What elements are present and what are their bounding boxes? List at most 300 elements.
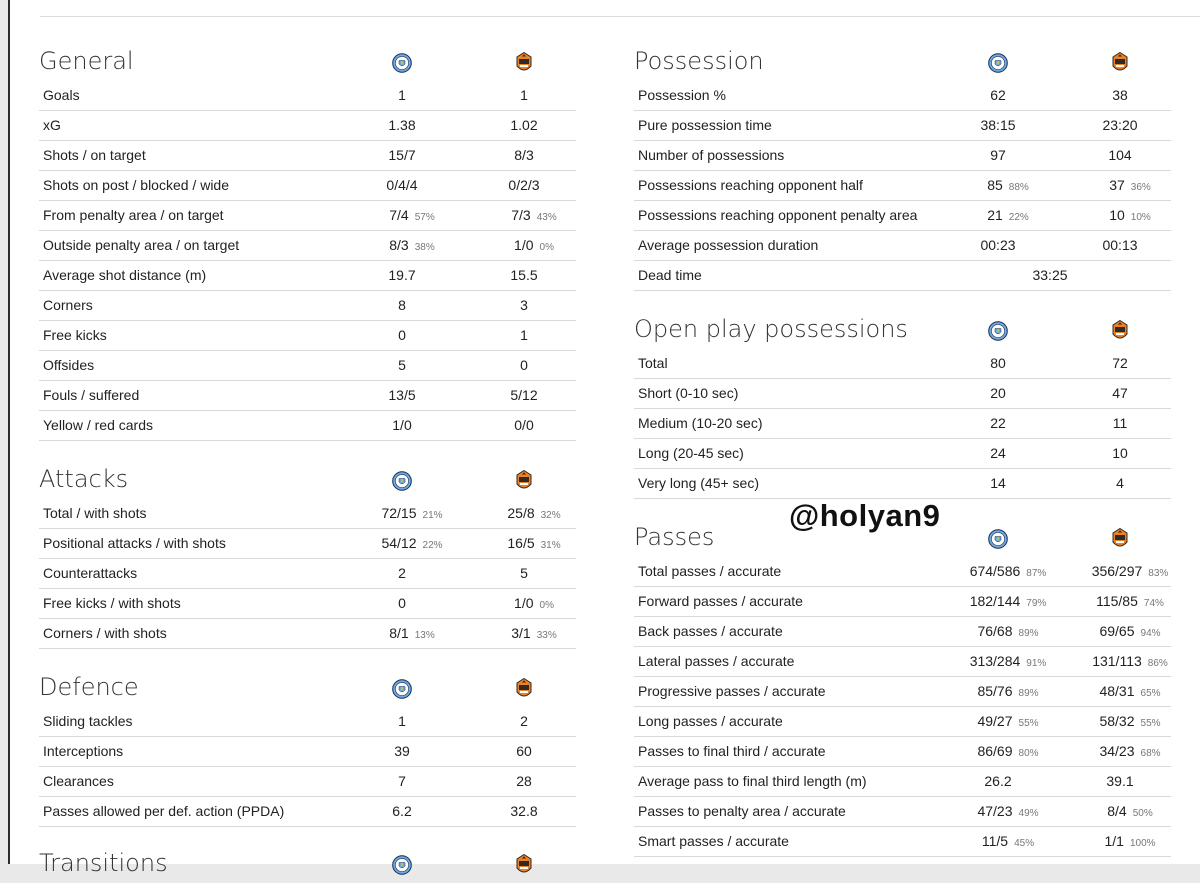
team-b-value-text: 72 <box>1112 355 1128 371</box>
row-label: Shots on post / blocked / wide <box>43 177 229 193</box>
team-b-value <box>520 321 528 350</box>
stat-row <box>39 499 576 529</box>
row-label: Possessions reaching opponent penalty area <box>638 207 918 223</box>
team-a-value-text: 1 <box>398 713 406 729</box>
man-city-logo-icon <box>988 528 1008 550</box>
stat-row <box>39 231 576 261</box>
team-a-value-text: 19.7 <box>388 267 416 283</box>
team-b-value-text: 0/0 <box>514 417 534 433</box>
team-b-value <box>520 559 528 588</box>
row-label: Possession % <box>638 87 726 103</box>
team-a-value-text: 72/15 <box>381 505 417 521</box>
stat-row <box>634 677 1171 707</box>
row-label: Dead time <box>638 267 702 283</box>
team-b-value <box>516 737 532 766</box>
team-a-value <box>398 321 406 350</box>
percent-label: 68% <box>1140 748 1161 759</box>
team-a-value <box>970 587 1047 618</box>
stat-row <box>39 171 576 201</box>
stat-row <box>39 141 576 171</box>
team-b-value <box>510 381 537 410</box>
team-b-value-text: 23:20 <box>1102 117 1138 133</box>
percent-label: 21% <box>422 510 443 521</box>
team-b-value-text: 1/0 <box>514 237 534 253</box>
team-a-value-text: 62 <box>990 87 1006 103</box>
team-b-value-text: 69/65 <box>1099 623 1135 639</box>
section-title: Attacks <box>39 465 129 493</box>
row-label: Counterattacks <box>43 565 138 581</box>
row-label: Possessions reaching opponent half <box>638 177 863 193</box>
stat-row <box>39 201 576 231</box>
team-a-value <box>980 111 1015 140</box>
shakhtar-logo-icon <box>514 854 534 876</box>
team-a-value-text: 5 <box>398 357 406 373</box>
team-b-value-text: 115/85 <box>1096 593 1138 609</box>
team-a-value <box>381 499 442 530</box>
team-a-value <box>977 617 1038 648</box>
team-a-value-text: 00:23 <box>980 237 1016 253</box>
section-open-play <box>634 315 1171 499</box>
team-b-value <box>511 201 556 232</box>
team-b-value <box>1112 379 1128 408</box>
row-label: Short (0-10 sec) <box>638 385 739 401</box>
team-b-value <box>1106 767 1133 796</box>
stat-row <box>634 81 1171 111</box>
row-label: Interceptions <box>43 743 124 759</box>
stat-row <box>39 261 576 291</box>
section-possession <box>634 47 1171 291</box>
team-b-value-text: 58/32 <box>1099 713 1135 729</box>
section-defence <box>39 673 576 827</box>
team-b-value-text: 28 <box>516 773 532 789</box>
stat-row <box>39 767 576 797</box>
percent-label: 43% <box>536 212 557 223</box>
percent-label: 86% <box>1147 658 1168 669</box>
team-b-value-text: 1 <box>520 87 528 103</box>
man-city-logo-icon <box>392 52 412 74</box>
team-a-value <box>388 381 415 410</box>
team-a-value <box>990 469 1006 498</box>
team-b-value-text: 48/31 <box>1099 683 1135 699</box>
team-b-value-text: 356/297 <box>1091 563 1143 579</box>
stat-row <box>634 349 1171 379</box>
team-b-value-text: 8/3 <box>514 147 534 163</box>
team-b-value-text: 104 <box>1108 147 1132 163</box>
percent-label: 45% <box>1014 838 1035 849</box>
row-label: Average pass to final third length (m) <box>638 773 867 789</box>
team-a-value-text: 26.2 <box>984 773 1012 789</box>
team-b-value <box>1112 81 1128 110</box>
team-a-value <box>990 349 1006 378</box>
percent-label: 55% <box>1140 718 1161 729</box>
stat-row <box>634 379 1171 409</box>
team-b-value <box>1099 707 1160 738</box>
row-label: Sliding tackles <box>43 713 133 729</box>
team-a-value <box>970 557 1047 588</box>
team-b-value-text: 25/8 <box>507 505 535 521</box>
row-label: Forward passes / accurate <box>638 593 803 609</box>
team-a-value <box>977 737 1038 768</box>
stat-row <box>634 827 1171 857</box>
team-b-value <box>508 171 539 200</box>
team-a-value-text: 49/27 <box>977 713 1013 729</box>
team-b-value <box>520 707 528 736</box>
stat-row <box>634 587 1171 617</box>
percent-label: 89% <box>1018 628 1039 639</box>
section-title: General <box>39 47 134 75</box>
row-label: Lateral passes / accurate <box>638 653 795 669</box>
stats-sheet <box>8 0 1200 877</box>
percent-label: 22% <box>1008 212 1029 223</box>
team-a-value <box>388 261 415 290</box>
row-label: Fouls / suffered <box>43 387 140 403</box>
stat-row <box>634 141 1171 171</box>
team-a-value-text: 8/3 <box>389 237 409 253</box>
row-label: Free kicks <box>43 327 107 343</box>
team-a-value-text: 8/1 <box>389 625 409 641</box>
team-a-value <box>990 409 1006 438</box>
stat-row <box>634 231 1171 261</box>
team-b-value <box>1099 617 1160 648</box>
percent-label: 50% <box>1132 808 1153 819</box>
team-b-value <box>1112 349 1128 378</box>
team-b-value <box>514 589 554 620</box>
team-a-value-text: 47/23 <box>977 803 1013 819</box>
team-a-value <box>398 81 406 110</box>
shakhtar-logo-icon <box>514 52 534 74</box>
team-a-value-text: 674/586 <box>969 563 1021 579</box>
team-a-value <box>982 827 1034 858</box>
section-passes <box>634 523 1171 857</box>
team-a-value-text: 24 <box>990 445 1006 461</box>
team-a-value <box>980 231 1015 260</box>
row-label: Offsides <box>43 357 95 373</box>
percent-label: 22% <box>422 540 443 551</box>
team-b-value <box>507 529 560 560</box>
team-b-value-text: 3/1 <box>511 625 531 641</box>
team-b-value-text: 0 <box>520 357 528 373</box>
team-b-value-text: 34/23 <box>1099 743 1135 759</box>
percent-label: 91% <box>1026 658 1047 669</box>
row-label: Passes allowed per def. action (PPDA) <box>43 803 285 819</box>
top-divider <box>40 16 1200 17</box>
man-city-logo-icon <box>988 52 1008 74</box>
shakhtar-logo-icon <box>514 470 534 492</box>
stat-row <box>39 351 576 381</box>
team-b-value-text: 2 <box>520 713 528 729</box>
team-a-value-text: 76/68 <box>977 623 1013 639</box>
team-a-value <box>990 379 1006 408</box>
team-b-value <box>1096 587 1164 618</box>
stat-row <box>634 557 1171 587</box>
team-b-value <box>1099 677 1160 708</box>
team-b-value-text: 7/3 <box>511 207 531 223</box>
percent-label: 88% <box>1008 182 1029 193</box>
stat-row <box>39 291 576 321</box>
stat-row <box>634 201 1171 231</box>
percent-label: 87% <box>1026 568 1047 579</box>
team-a-value <box>970 647 1047 678</box>
dead-time-row <box>634 261 1171 291</box>
team-b-value-text: 60 <box>516 743 532 759</box>
row-label: Passes to final third / accurate <box>638 743 826 759</box>
stat-row <box>39 559 576 589</box>
team-b-value <box>1113 409 1128 438</box>
percent-label: 13% <box>414 630 435 641</box>
team-b-value <box>1104 827 1155 858</box>
team-b-value <box>1102 111 1137 140</box>
man-city-logo-icon <box>392 470 412 492</box>
team-a-value <box>388 141 415 170</box>
team-a-value <box>389 231 434 262</box>
team-a-value <box>977 707 1038 738</box>
team-b-value-text: 11 <box>1112 415 1128 431</box>
team-a-value-text: 7 <box>398 773 406 789</box>
row-label: Outside penalty area / on target <box>43 237 240 253</box>
team-b-value-text: 1/0 <box>514 595 534 611</box>
section-transitions <box>39 849 576 883</box>
team-b-value <box>1099 737 1160 768</box>
stat-row <box>634 737 1171 767</box>
percent-label: 80% <box>1018 748 1039 759</box>
stat-row <box>39 411 576 441</box>
team-a-value <box>398 707 406 736</box>
team-b-value <box>516 767 532 796</box>
row-label: Yellow / red cards <box>43 417 153 433</box>
percent-label: 65% <box>1140 688 1161 699</box>
team-b-value <box>1109 171 1151 202</box>
team-b-value <box>510 261 537 290</box>
team-a-value-text: 11/5 <box>981 833 1009 849</box>
team-a-value <box>987 171 1029 202</box>
row-label: Progressive passes / accurate <box>638 683 826 699</box>
section-general <box>39 47 576 441</box>
stat-row <box>634 767 1171 797</box>
team-a-value <box>398 291 406 320</box>
man-city-logo-icon <box>392 854 412 876</box>
row-label: Medium (10-20 sec) <box>638 415 763 431</box>
row-label: Shots / on target <box>43 147 146 163</box>
row-label: Smart passes / accurate <box>638 833 789 849</box>
team-b-value <box>514 141 533 170</box>
team-b-value-text: 00:13 <box>1102 237 1138 253</box>
team-b-value-text: 1/1 <box>1104 833 1124 849</box>
stat-row <box>634 617 1171 647</box>
section-title: Passes <box>634 523 715 551</box>
percent-label: 38% <box>414 242 435 253</box>
team-a-value-text: 182/144 <box>969 593 1021 609</box>
shakhtar-logo-icon <box>514 678 534 700</box>
team-b-value-text: 4 <box>1116 475 1124 491</box>
team-b-value <box>1112 439 1128 468</box>
stat-row <box>39 111 576 141</box>
team-a-value <box>389 201 434 232</box>
row-label: Clearances <box>43 773 114 789</box>
stat-row <box>634 111 1171 141</box>
team-a-value-text: 39 <box>394 743 410 759</box>
stat-row <box>634 469 1171 499</box>
team-b-value <box>514 231 554 262</box>
team-a-value-text: 80 <box>990 355 1006 371</box>
team-b-value <box>1109 201 1151 232</box>
team-a-value-text: 6.2 <box>392 803 412 819</box>
row-label: Positional attacks / with shots <box>43 535 226 551</box>
team-a-value-text: 97 <box>990 147 1006 163</box>
stat-row <box>39 321 576 351</box>
team-a-value-text: 20 <box>990 385 1006 401</box>
stat-row <box>39 381 576 411</box>
row-label: Free kicks / with shots <box>43 595 181 611</box>
team-a-value-text: 7/4 <box>389 207 409 223</box>
stat-row <box>39 737 576 767</box>
team-a-value <box>388 111 415 140</box>
stat-row <box>39 81 576 111</box>
team-a-value-text: 21 <box>987 207 1003 223</box>
team-b-value <box>520 351 528 380</box>
row-label: Back passes / accurate <box>638 623 783 639</box>
section-title: Open play possessions <box>634 315 908 343</box>
team-a-value-text: 1 <box>398 87 406 103</box>
team-b-value-text: 0/2/3 <box>508 177 540 193</box>
percent-label: 100% <box>1129 838 1156 849</box>
team-b-value-text: 10 <box>1112 445 1128 461</box>
row-label: Total <box>638 355 668 371</box>
row-label: Total / with shots <box>43 505 147 521</box>
team-a-value-text: 0/4/4 <box>386 177 418 193</box>
team-a-value <box>987 201 1029 232</box>
team-a-value-text: 14 <box>990 475 1006 491</box>
team-b-value-text: 5/12 <box>510 387 538 403</box>
section-title: Transitions <box>39 849 168 877</box>
shakhtar-logo-icon <box>1110 528 1130 550</box>
dead-time-value: 33:25 <box>1032 267 1068 283</box>
section-attacks <box>39 465 576 649</box>
team-b-value <box>1116 469 1124 498</box>
team-a-value-text: 313/284 <box>969 653 1021 669</box>
team-b-value-text: 37 <box>1109 177 1125 193</box>
stat-row <box>634 707 1171 737</box>
team-b-value <box>1092 557 1169 588</box>
row-label: Goals <box>43 87 80 103</box>
percent-label: 0% <box>539 600 554 611</box>
percent-label: 74% <box>1143 598 1164 609</box>
team-a-value <box>977 797 1038 828</box>
team-a-value-text: 38:15 <box>980 117 1016 133</box>
team-a-value <box>392 797 411 826</box>
percent-label: 32% <box>540 510 561 521</box>
team-a-value-text: 8 <box>398 297 406 313</box>
row-label: Long passes / accurate <box>638 713 783 729</box>
shakhtar-logo-icon <box>1110 52 1130 74</box>
team-a-value-text: 85/76 <box>977 683 1013 699</box>
percent-label: 83% <box>1148 568 1169 579</box>
stat-row <box>39 529 576 559</box>
team-a-value-text: 0 <box>398 327 406 343</box>
team-a-value-text: 1.38 <box>388 117 416 133</box>
team-b-value-text: 47 <box>1112 385 1128 401</box>
man-city-logo-icon <box>392 678 412 700</box>
team-a-value <box>990 81 1006 110</box>
percent-label: 36% <box>1130 182 1151 193</box>
row-label: From penalty area / on target <box>43 207 224 223</box>
team-a-value-text: 13/5 <box>388 387 416 403</box>
team-a-value <box>392 411 411 440</box>
team-b-value-text: 16/5 <box>507 535 535 551</box>
row-label: Total passes / accurate <box>638 563 782 579</box>
team-a-value <box>398 351 406 380</box>
watermark: @holyan9 <box>789 498 941 533</box>
team-a-value <box>386 171 417 200</box>
row-label: Passes to penalty area / accurate <box>638 803 846 819</box>
team-b-value <box>520 81 528 110</box>
row-label: Corners / with shots <box>43 625 167 641</box>
shakhtar-logo-icon <box>1110 320 1130 342</box>
team-a-value <box>990 439 1006 468</box>
percent-label: 89% <box>1018 688 1039 699</box>
row-label: Average shot distance (m) <box>43 267 207 283</box>
team-b-value-text: 38 <box>1112 87 1128 103</box>
team-b-value-text: 8/4 <box>1107 803 1127 819</box>
percent-label: 79% <box>1026 598 1047 609</box>
row-label: Very long (45+ sec) <box>638 475 760 491</box>
team-a-value-text: 2 <box>398 565 406 581</box>
team-b-value-text: 32.8 <box>510 803 538 819</box>
stat-row <box>39 619 576 649</box>
team-b-value-text: 5 <box>520 565 528 581</box>
row-label: Number of possessions <box>638 147 785 163</box>
section-title: Defence <box>39 673 139 701</box>
team-b-value <box>1107 797 1152 828</box>
percent-label: 0% <box>539 242 554 253</box>
percent-label: 57% <box>414 212 435 223</box>
team-b-value <box>520 291 528 320</box>
team-b-value <box>507 499 560 530</box>
team-a-value <box>389 619 434 650</box>
team-b-value <box>514 411 533 440</box>
team-b-value <box>510 797 537 826</box>
team-a-value-text: 15/7 <box>388 147 416 163</box>
percent-label: 10% <box>1130 212 1151 223</box>
team-a-value <box>984 767 1011 796</box>
row-label: Pure possession time <box>638 117 772 133</box>
team-b-value-text: 39.1 <box>1106 773 1134 789</box>
team-b-value <box>1108 141 1131 170</box>
percent-label: 31% <box>540 540 561 551</box>
row-label: Average possession duration <box>638 237 819 253</box>
man-city-logo-icon <box>988 320 1008 342</box>
percent-label: 33% <box>536 630 557 641</box>
team-b-value-text: 131/113 <box>1092 653 1142 669</box>
team-a-value-text: 85 <box>987 177 1003 193</box>
row-label: Long (20-45 sec) <box>638 445 744 461</box>
team-a-value-text: 0 <box>398 595 406 611</box>
stat-row <box>634 797 1171 827</box>
team-b-value <box>1102 231 1137 260</box>
team-a-value-text: 54/12 <box>381 535 417 551</box>
team-b-value <box>511 619 556 650</box>
stat-row <box>634 647 1171 677</box>
stat-row <box>39 797 576 827</box>
team-b-value-text: 1.02 <box>510 117 538 133</box>
team-a-value-text: 86/69 <box>977 743 1013 759</box>
team-b-value-text: 1 <box>520 327 528 343</box>
team-a-value <box>990 141 1006 170</box>
stat-row <box>39 707 576 737</box>
team-a-value <box>398 589 406 618</box>
stat-row <box>634 439 1171 469</box>
stat-row <box>39 589 576 619</box>
team-a-value <box>394 737 410 766</box>
